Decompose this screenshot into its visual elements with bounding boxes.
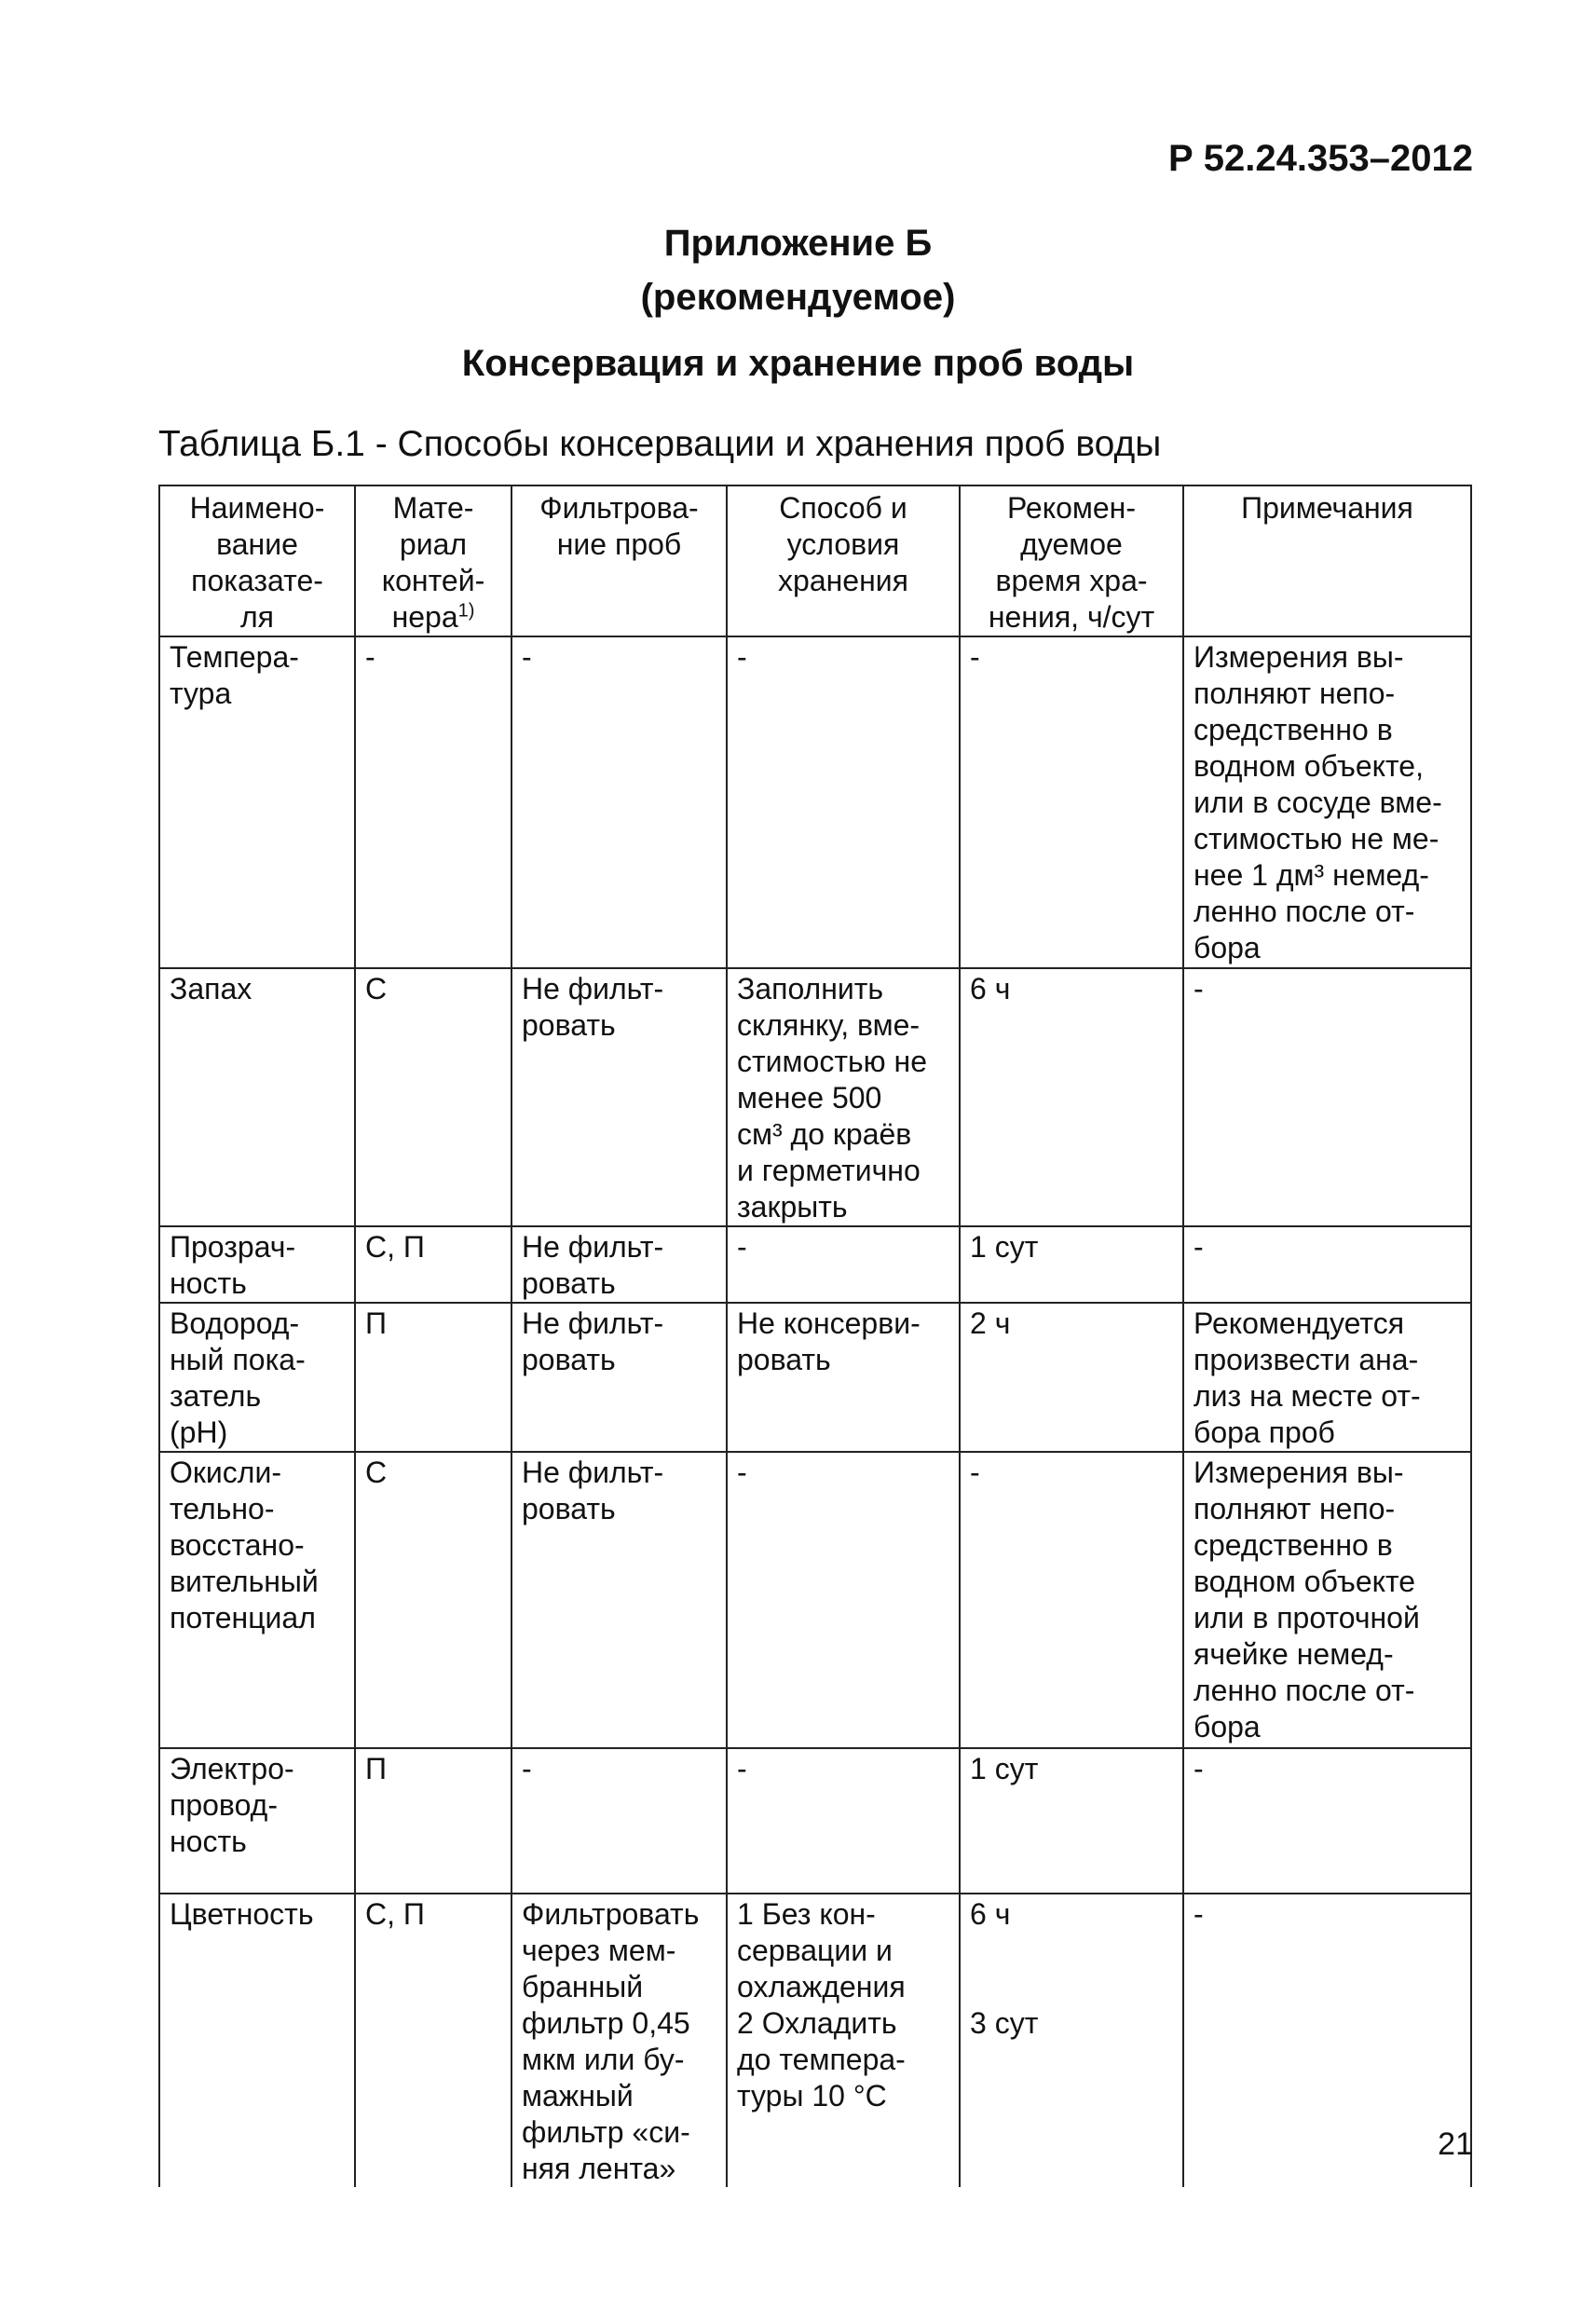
- cell-time: -: [960, 1452, 1183, 1748]
- cell-material: С, П: [355, 1226, 512, 1303]
- cell-filtration: Не фильт- ровать: [512, 1452, 727, 1748]
- cell-indicator: Окисли- тельно- восстано- вительный потенциал: [159, 1452, 355, 1748]
- page-number: 21: [1438, 2126, 1473, 2162]
- cell-time: 2 ч: [960, 1303, 1183, 1452]
- cell-method: -: [727, 1452, 960, 1748]
- cell-material: С: [355, 1452, 512, 1748]
- cell-filtration: Не фильт- ровать: [512, 968, 727, 1226]
- cell-filtration: -: [512, 636, 727, 968]
- cell-material: -: [355, 636, 512, 968]
- table-row: [159, 1303, 1471, 1452]
- cell-material: П: [355, 1303, 512, 1452]
- cell-material: П: [355, 1748, 512, 1894]
- document-code: Р 52.24.353–2012: [1168, 138, 1473, 179]
- appendix-title: Приложение Б: [663, 223, 933, 264]
- cell-time: -: [960, 636, 1183, 968]
- cell-notes: -: [1183, 1226, 1471, 1303]
- preservation-table: [158, 485, 1472, 2187]
- cell-time: 1 сут: [960, 1748, 1183, 1894]
- cell-time: 6 ч: [960, 968, 1183, 1226]
- cell-notes: -: [1183, 1748, 1471, 1894]
- cell-method: -: [727, 636, 960, 968]
- header-material: [355, 485, 512, 636]
- cell-material: С: [355, 968, 512, 1226]
- cell-filtration: -: [512, 1748, 727, 1894]
- cell-filtration: Не фильт- ровать: [512, 1226, 727, 1303]
- cell-method: -: [727, 1748, 960, 1894]
- header-material-label: Мате- риал контей- нера: [381, 491, 485, 634]
- table-row: [159, 636, 1471, 968]
- cell-notes: Измерения вы- полняют непо- средственно в водном объекте или в проточной ячейке немед- ленно после от- бора: [1183, 1452, 1471, 1748]
- cell-method: Не консерви- ровать: [727, 1303, 960, 1452]
- cell-method: 1 Без кон- сервации и охлаждения 2 Охладить до темпера- туры 10 °С: [727, 1894, 960, 2187]
- header-filtration: Фильтрова- ние проб: [512, 485, 727, 636]
- section-title: Консервация и хранение проб воды: [461, 343, 1135, 384]
- cell-time: 1 сут: [960, 1226, 1183, 1303]
- cell-indicator: Запах: [159, 968, 355, 1226]
- cell-time: 6 ч 3 сут: [960, 1894, 1183, 2187]
- cell-filtration: Не фильт- ровать: [512, 1303, 727, 1452]
- cell-indicator: Цветность: [159, 1894, 355, 2187]
- table-row: [159, 968, 1471, 1226]
- header-method: Способ и условия хранения: [727, 485, 960, 636]
- header-notes: Примечания: [1183, 485, 1471, 636]
- cell-indicator: Электро- провод- ность: [159, 1748, 355, 1894]
- table-caption: Таблица Б.1 - Способы консервации и хранения проб воды: [158, 424, 1162, 464]
- cell-indicator: Водород- ный пока- затель (рН): [159, 1303, 355, 1452]
- cell-method: -: [727, 1226, 960, 1303]
- cell-notes: -: [1183, 1894, 1471, 2187]
- cell-notes: -: [1183, 968, 1471, 1226]
- cell-method: Заполнить склянку, вме- стимостью не менее 500 см³ до краёв и герметично закрыть: [727, 968, 960, 1226]
- cell-notes: Измерения вы- полняют непо- средственно в водном объекте, или в сосуде вме- стимостью не ме- нее 1 дм³ немед- ленно после от- бора: [1183, 636, 1471, 968]
- cell-indicator: Темпера- тура: [159, 636, 355, 968]
- table-row: [159, 1226, 1471, 1303]
- appendix-subtitle: (рекомендуемое): [640, 277, 956, 318]
- cell-notes: Рекомендуется произвести ана- лиз на месте от- бора проб: [1183, 1303, 1471, 1452]
- appendix-heading: [0, 216, 1596, 324]
- header-time: Рекомен- дуемое время хра- нения, ч/сут: [960, 485, 1183, 636]
- footnote-mark: 1): [457, 600, 475, 622]
- table-header-row: [159, 485, 1471, 636]
- cell-filtration: Фильтровать через мем- бранный фильтр 0,45 мкм или бу- мажный фильтр «си- няя лента»: [512, 1894, 727, 2187]
- header-indicator: Наимено- вание показате- ля: [159, 485, 355, 636]
- cell-material: С, П: [355, 1894, 512, 2187]
- table-row: [159, 1748, 1471, 1894]
- table-row: [159, 1452, 1471, 1748]
- cell-indicator: Прозрач- ность: [159, 1226, 355, 1303]
- table-row: [159, 1894, 1471, 2187]
